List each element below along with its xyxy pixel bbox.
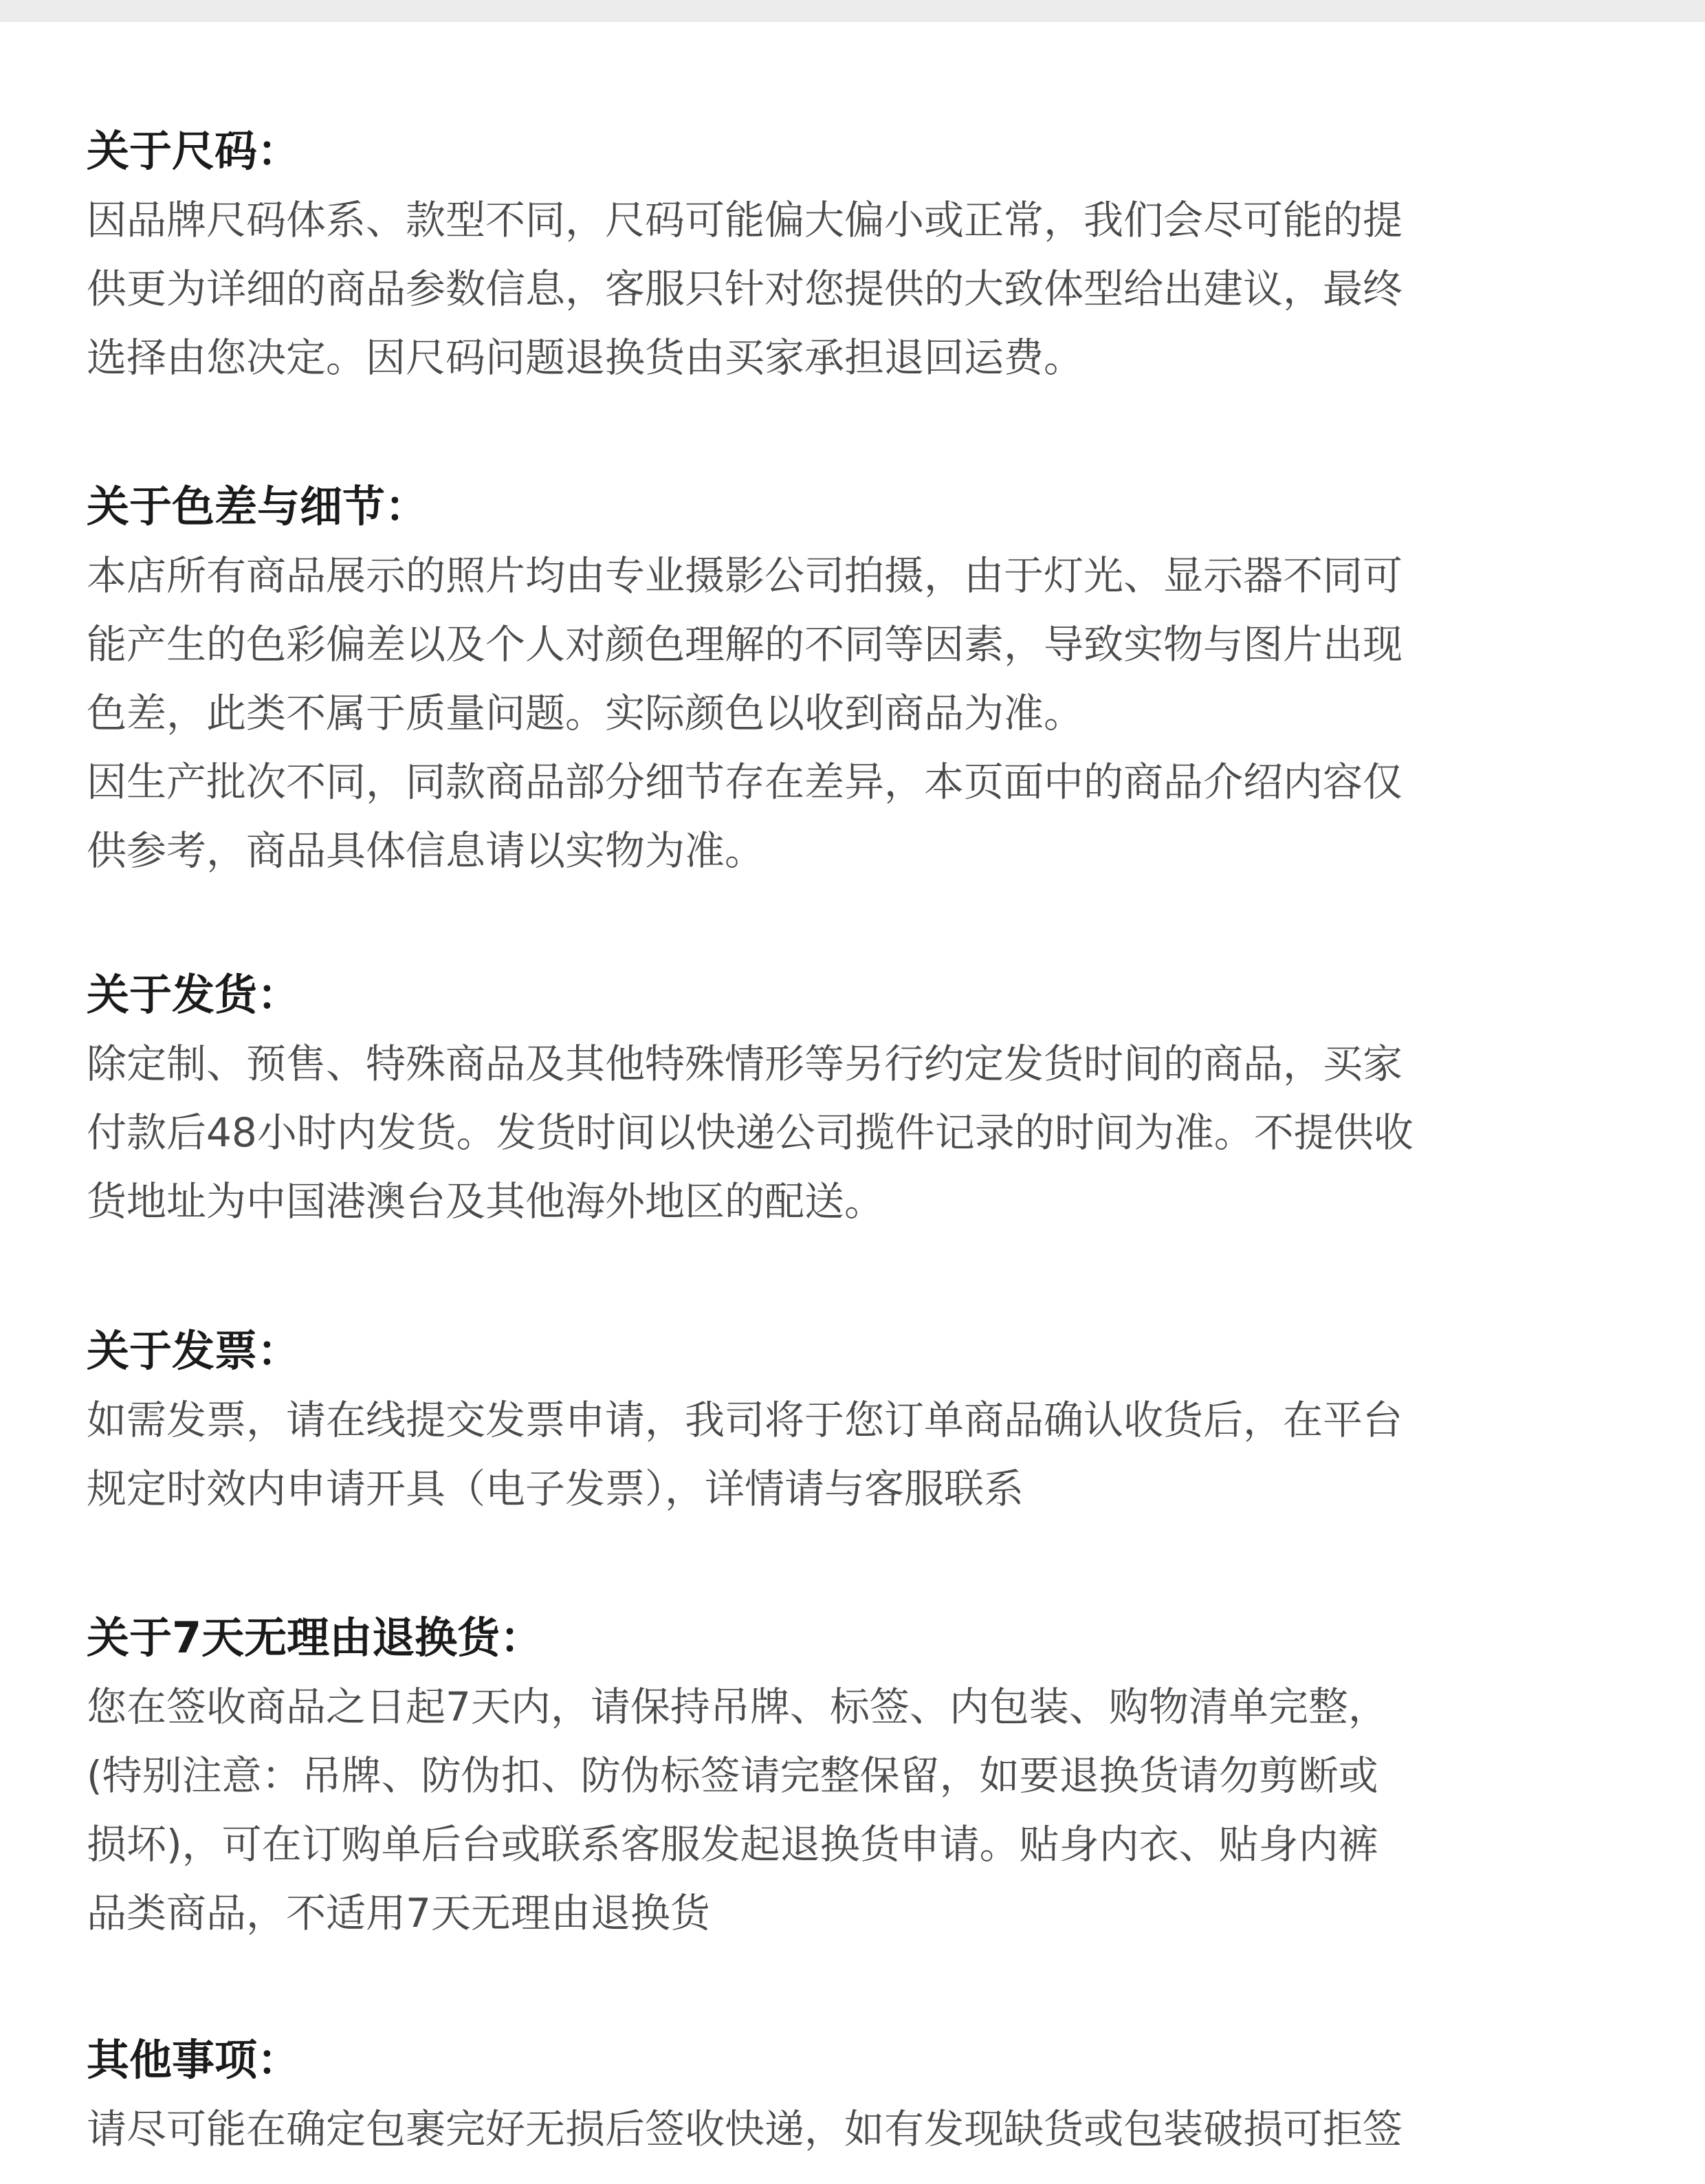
section-heading-shipping: 关于发货：	[87, 970, 300, 1020]
text-line: 如需发票，请在线提交发票申请，我司将于您订单商品确认收货后，在平台	[87, 1397, 1403, 1443]
section-shipping	[87, 961, 1620, 1236]
section-size	[87, 117, 1620, 392]
section-body-seven-day-return	[87, 1672, 1620, 1947]
text-line: 选择由您决定。因尺码问题退换货由买家承担退回运费。	[87, 334, 1084, 381]
text-line: (特别注意：吊牌、防伪扣、防伪标签请完整保留，如要退换货请勿剪断或	[87, 1752, 1378, 1799]
section-body-color-detail	[87, 541, 1620, 885]
text-line: 能产生的色彩偏差以及个人对颜色理解的不同等因素，导致实物与图片出现	[87, 621, 1403, 668]
policy-notice-content	[0, 22, 1705, 2184]
text-line: 货地址为中国港澳台及其他海外地区的配送。	[87, 1178, 885, 1225]
text-line: 品类商品，不适用7天无理由退换货	[87, 1890, 710, 1936]
text-line: 损坏)，可在订购单后台或联系客服发起退换货申请。贴身内衣、贴身内裤	[87, 1821, 1378, 1868]
section-color-detail	[87, 472, 1620, 885]
text-line: 因品牌尺码体系、款型不同，尺码可能偏大偏小或正常，我们会尽可能的提	[87, 197, 1403, 243]
section-heading-other-matters: 其他事项：	[87, 2035, 300, 2085]
text-line: 色差，此类不属于质量问题。实际颜色以收到商品为准。	[87, 690, 1084, 736]
text-line: 供参考，商品具体信息请以实物为准。	[87, 827, 765, 874]
section-body-size	[87, 186, 1620, 392]
text-line: 请尽可能在确定包裹完好无损后签收快递，如有发现缺货或包装破损可拒签	[87, 2106, 1403, 2152]
section-other-matters	[87, 2026, 1620, 2163]
text-line: 规定时效内申请开具（电子发票），详情请与客服联系	[87, 1465, 1024, 1512]
text-line: 您在签收商品之日起7天内，请保持吊牌、标签、内包装、购物清单完整，	[87, 1683, 1388, 1730]
text-line: 付款后48小时内发货。发货时间以快递公司揽件记录的时间为准。不提供收	[87, 1109, 1414, 1156]
section-heading-size: 关于尺码：	[87, 126, 300, 176]
text-line: 除定制、预售、特殊商品及其他特殊情形等另行约定发货时间的商品，买家	[87, 1040, 1403, 1087]
section-body-shipping	[87, 1029, 1620, 1236]
text-line: 供更为详细的商品参数信息，客服只针对您提供的大致体型给出建议，最终	[87, 265, 1403, 312]
section-heading-color-detail: 关于色差与细节：	[87, 481, 428, 532]
section-seven-day-return	[87, 1604, 1620, 1947]
section-body-invoice	[87, 1386, 1620, 1523]
section-heading-seven-day-return: 关于7天无理由退换货：	[87, 1613, 543, 1663]
section-body-other-matters	[87, 2095, 1620, 2163]
text-line: 本店所有商品展示的照片均由专业摄影公司拍摄，由于灯光、显示器不同可	[87, 552, 1403, 599]
top-divider-strip	[0, 0, 1705, 22]
section-invoice	[87, 1317, 1620, 1523]
text-line: 因生产批次不同，同款商品部分细节存在差异，本页面中的商品介绍内容仅	[87, 758, 1403, 805]
section-heading-invoice: 关于发票：	[87, 1326, 300, 1376]
